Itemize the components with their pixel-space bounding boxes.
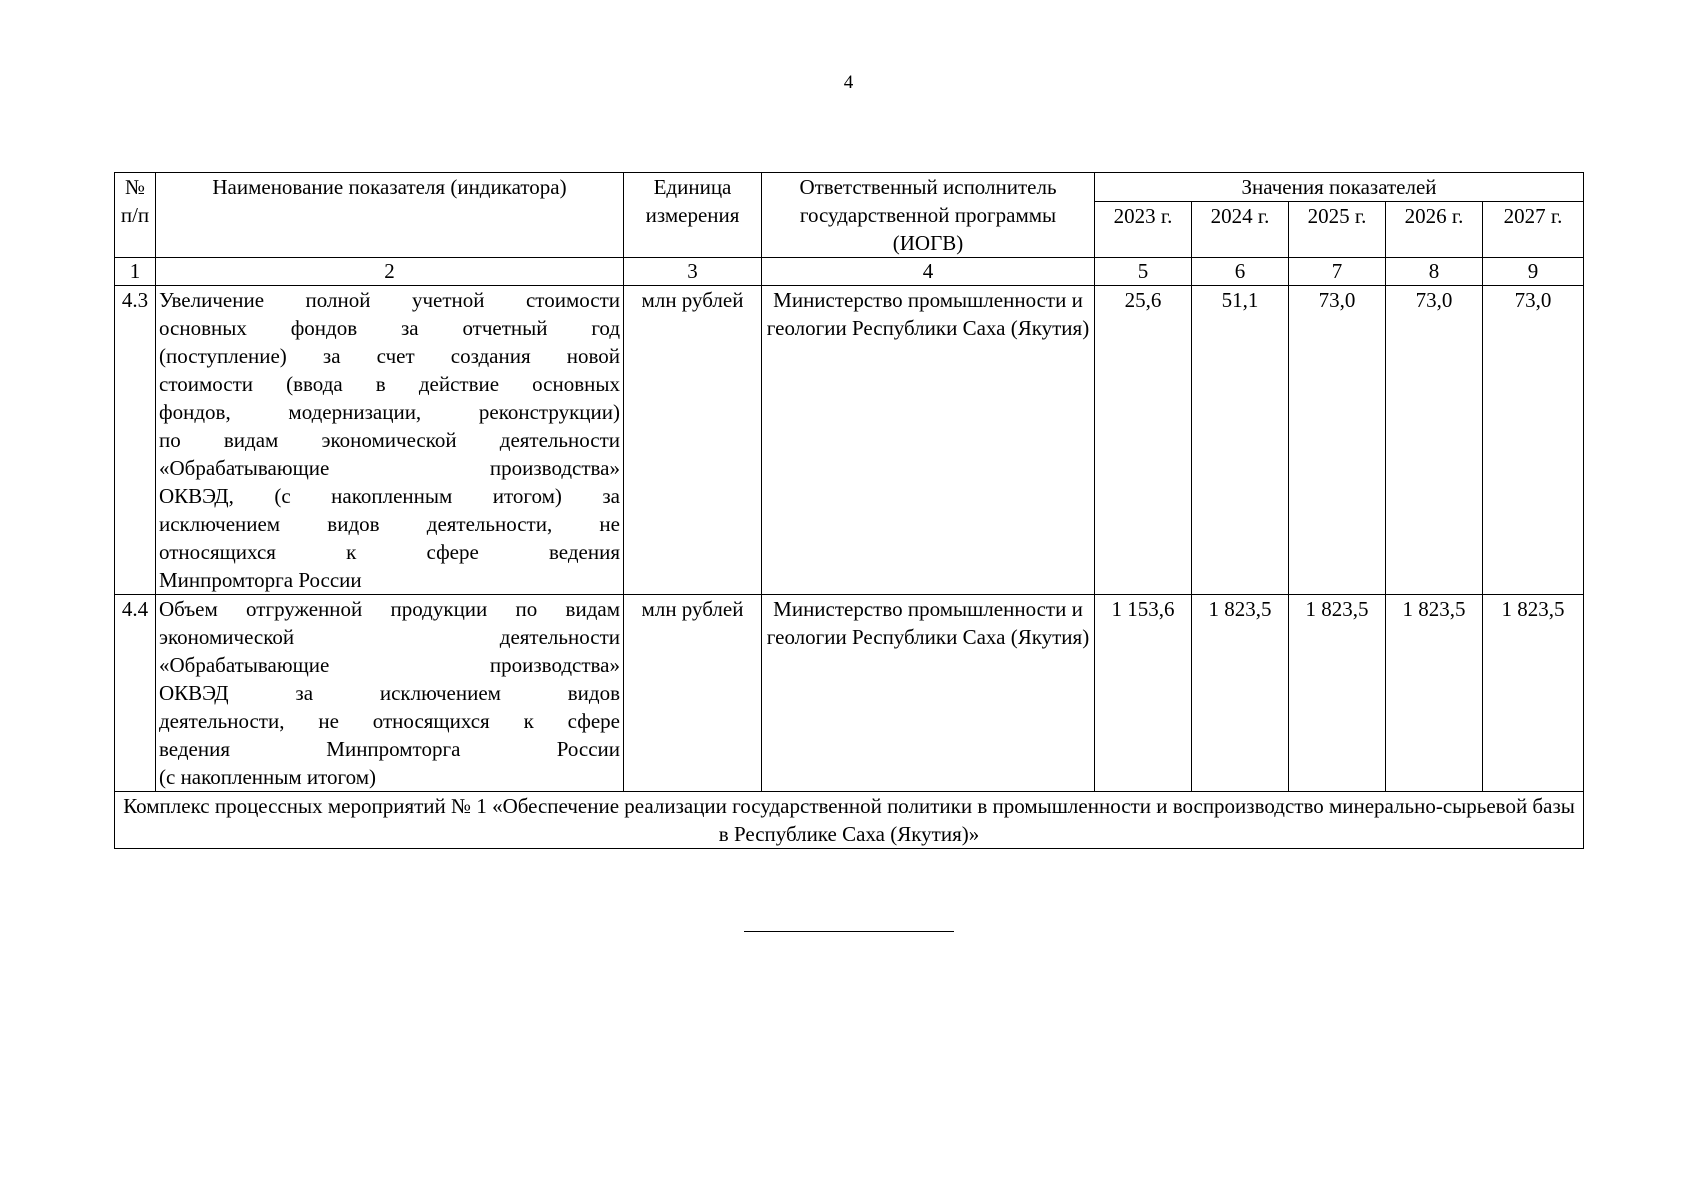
indicator-name-line: ОКВЭД за исключением видов	[159, 681, 620, 705]
complex-section-row	[115, 792, 1584, 849]
value-cell: 73,0	[1386, 286, 1483, 595]
header-executor: Ответственный исполнитель государственной программы (ИОГВ)	[762, 173, 1095, 258]
header-values-group: Значения показателей	[1095, 173, 1584, 202]
header-year: 2025 г.	[1289, 202, 1386, 258]
indicator-name-line: фондов, модернизации, реконструкции)	[159, 400, 620, 424]
indicator-name-line: экономической деятельности	[159, 625, 620, 649]
header-row-top	[115, 173, 1584, 202]
indicator-name-line: (поступление) за счет создания новой	[159, 344, 620, 368]
unit-cell: млн рублей	[624, 595, 762, 792]
indicators-table	[114, 172, 1584, 849]
header-unit: Единица измерения	[624, 173, 762, 258]
indicator-name-line: стоимости (ввода в действие основных	[159, 372, 620, 396]
header-year: 2023 г.	[1095, 202, 1192, 258]
value-cell: 1 823,5	[1192, 595, 1289, 792]
column-number: 1	[115, 258, 156, 286]
column-number: 5	[1095, 258, 1192, 286]
indicator-name-line: «Обрабатывающие производства»	[159, 456, 620, 480]
indicator-name-line: Минпромторга России	[159, 568, 362, 592]
indicator-name-line: ведения Минпромторга России	[159, 737, 620, 761]
value-cell: 1 823,5	[1483, 595, 1584, 792]
header-name: Наименование показателя (индикатора)	[156, 173, 624, 258]
indicator-name-line: по видам экономической деятельности	[159, 428, 620, 452]
header-year: 2027 г.	[1483, 202, 1584, 258]
executor-cell: Министерство промышленности и геологии Республики Саха (Якутия)	[762, 595, 1095, 792]
column-number: 7	[1289, 258, 1386, 286]
value-cell: 73,0	[1289, 286, 1386, 595]
value-cell: 1 823,5	[1289, 595, 1386, 792]
indicator-name-line: основных фондов за отчетный год	[159, 316, 620, 340]
indicator-name-line: относящихся к сфере ведения	[159, 540, 620, 564]
column-number-row	[115, 258, 1584, 286]
value-cell: 1 823,5	[1386, 595, 1483, 792]
value-cell: 1 153,6	[1095, 595, 1192, 792]
executor-cell: Министерство промышленности и геологии Республики Саха (Якутия)	[762, 286, 1095, 595]
indicator-name-line: деятельности, не относящихся к сфере	[159, 709, 620, 733]
indicator-name	[156, 286, 624, 595]
indicator-name-line: ОКВЭД, (с накопленным итогом) за	[159, 484, 620, 508]
indicator-name-line: Объем отгруженной продукции по видам	[159, 597, 620, 621]
header-no: № п/п	[115, 173, 156, 258]
table-row	[115, 595, 1584, 792]
row-number: 4.4	[115, 595, 156, 792]
column-number: 4	[762, 258, 1095, 286]
column-number: 8	[1386, 258, 1483, 286]
footer-divider	[744, 931, 954, 932]
column-number: 6	[1192, 258, 1289, 286]
value-cell: 25,6	[1095, 286, 1192, 595]
column-number: 3	[624, 258, 762, 286]
unit-cell: млн рублей	[624, 286, 762, 595]
table-row	[115, 286, 1584, 595]
value-cell: 73,0	[1483, 286, 1584, 595]
complex-section-title: Комплекс процессных мероприятий № 1 «Обеспечение реализации государственной политики в промышленности и воспроизводство минерально-сырьевой базы в Республике Саха (Якутия)»	[115, 792, 1584, 849]
header-year: 2026 г.	[1386, 202, 1483, 258]
value-cell: 51,1	[1192, 286, 1289, 595]
indicator-name-line: «Обрабатывающие производства»	[159, 653, 620, 677]
indicator-name	[156, 595, 624, 792]
column-number: 2	[156, 258, 624, 286]
header-year: 2024 г.	[1192, 202, 1289, 258]
indicator-name-line: Увеличение полной учетной стоимости	[159, 288, 620, 312]
indicator-name-line: (с накопленным итогом)	[159, 765, 377, 789]
indicator-name-line: исключением видов деятельности, не	[159, 512, 620, 536]
column-number: 9	[1483, 258, 1584, 286]
row-number: 4.3	[115, 286, 156, 595]
page-number: 4	[843, 72, 854, 93]
